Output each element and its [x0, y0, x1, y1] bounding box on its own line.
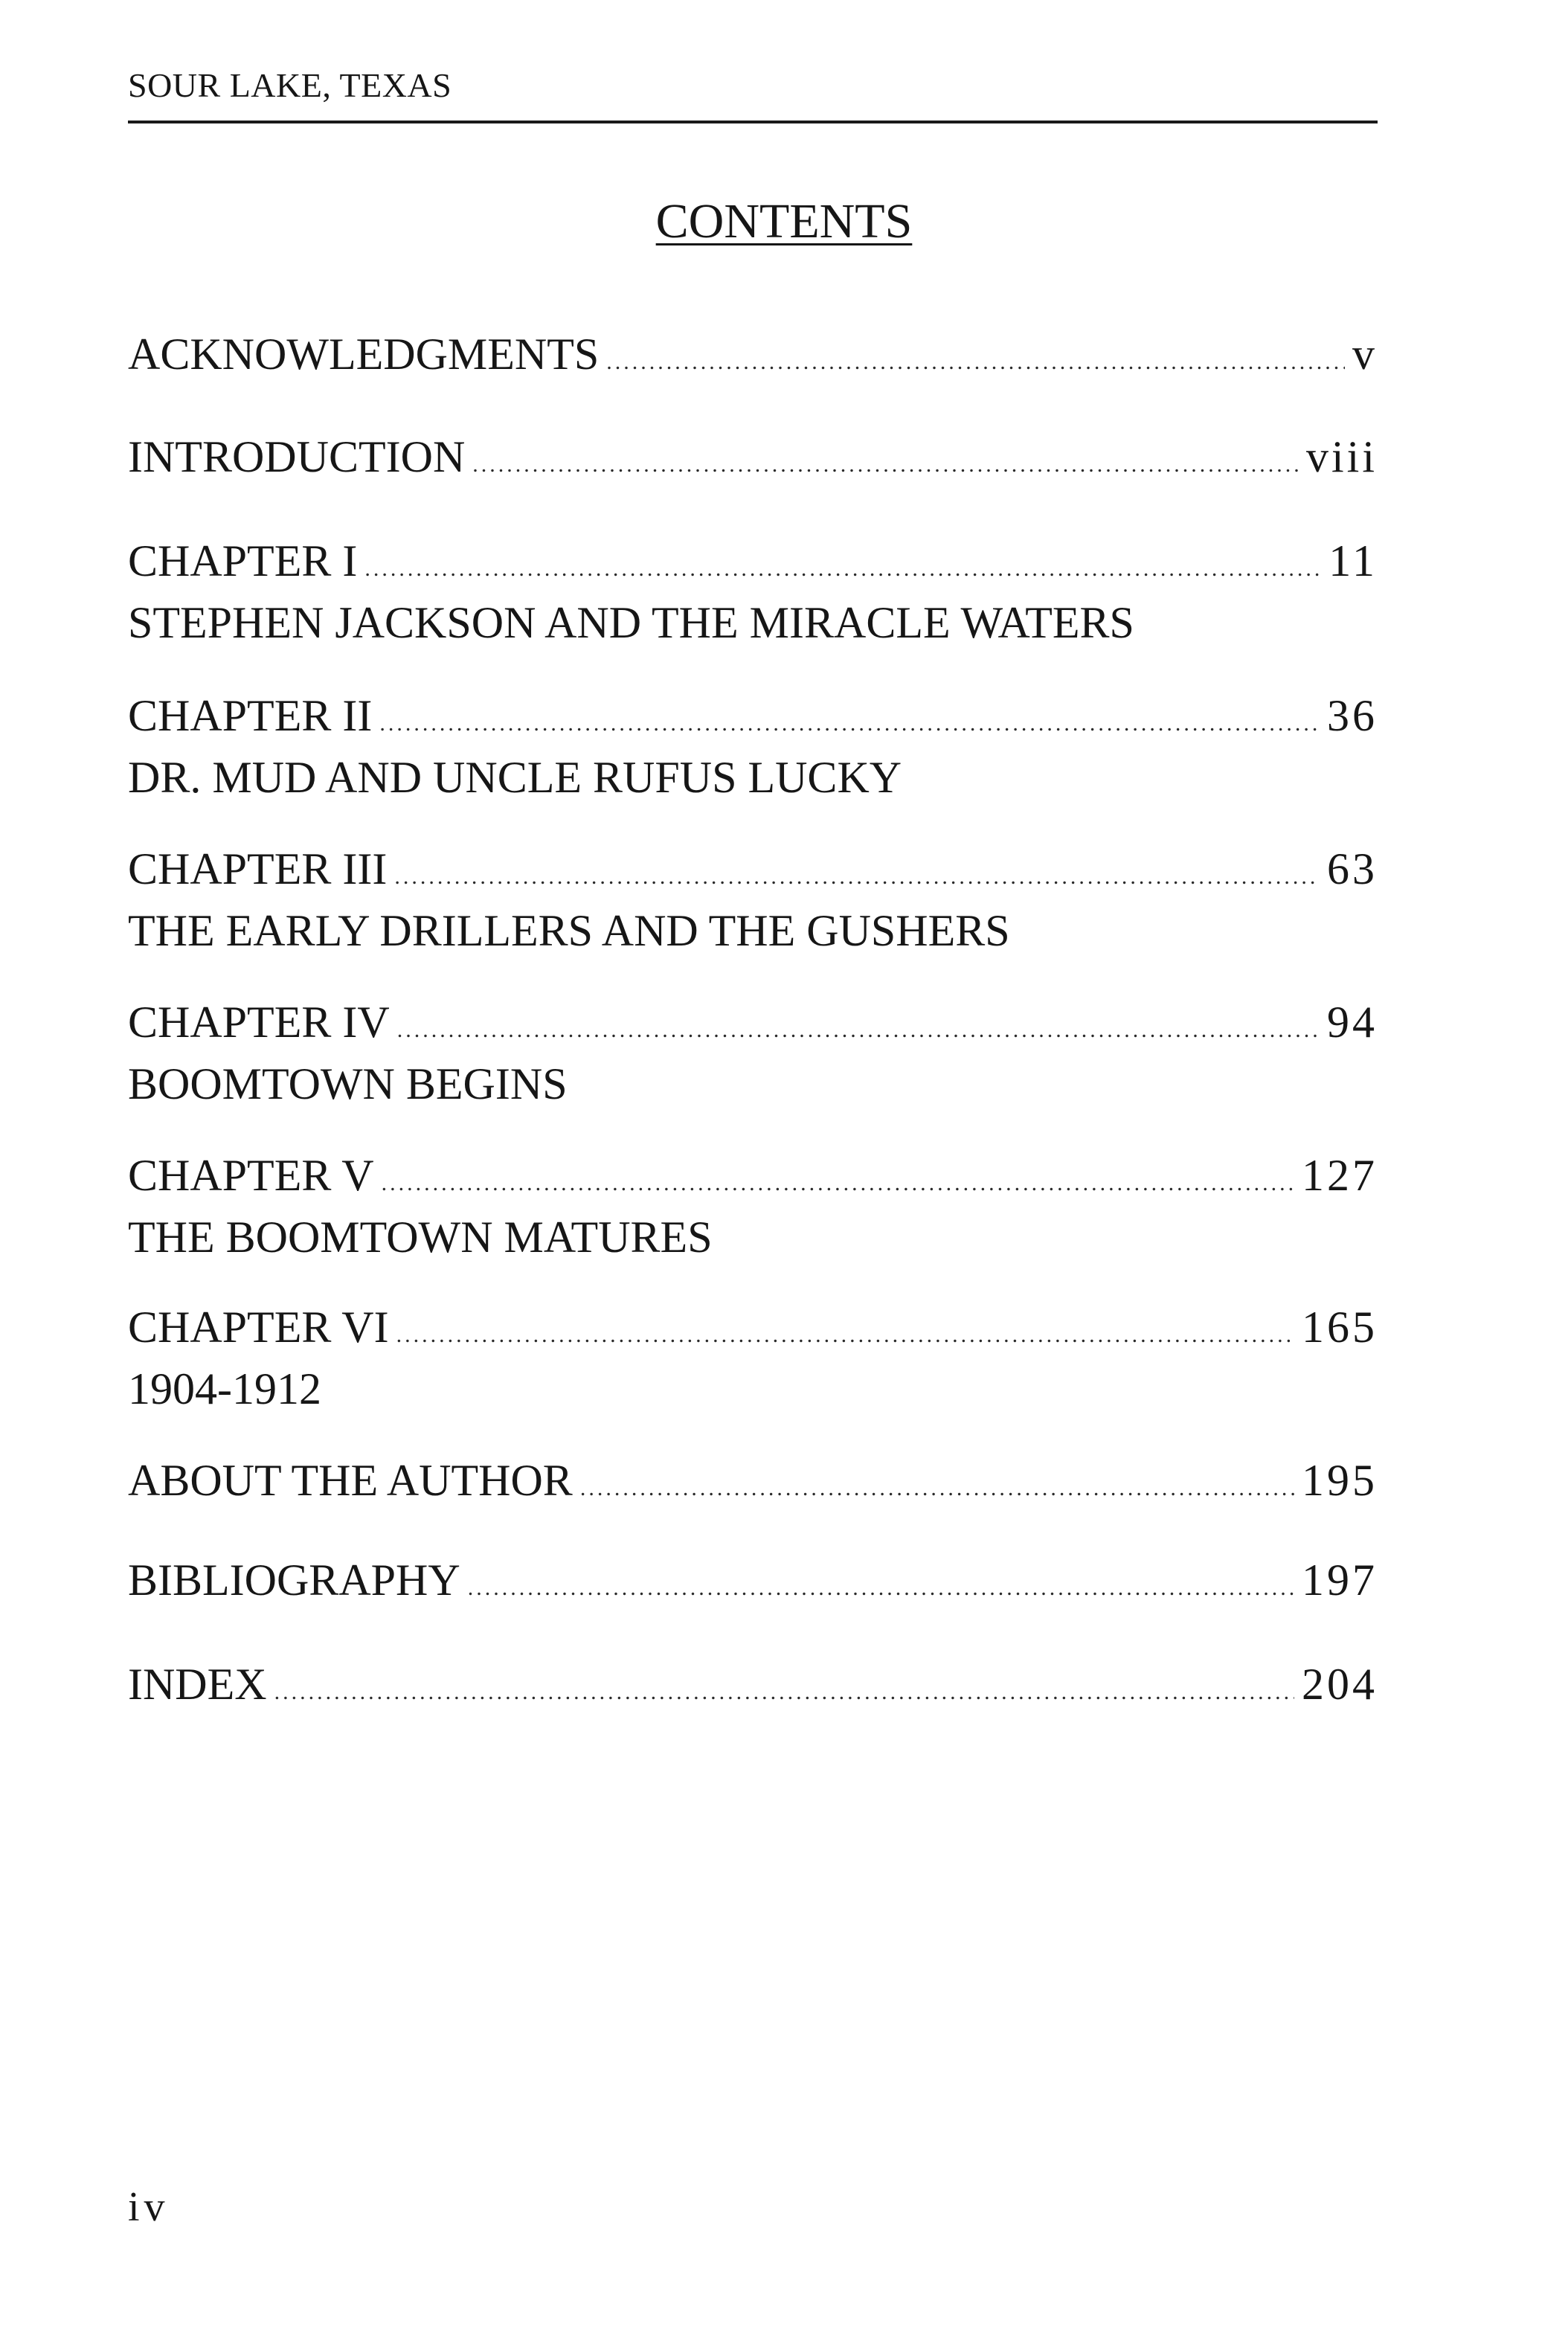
toc-entry-chapter-2[interactable]	[128, 689, 1378, 804]
toc-entry-page: 195	[1302, 1456, 1378, 1505]
toc-entry-page: v	[1352, 330, 1378, 379]
toc-entry-page: viii	[1305, 432, 1378, 481]
dot-leader	[472, 438, 1299, 492]
header-rule	[128, 121, 1378, 123]
toc-entry-line	[128, 1149, 1378, 1210]
toc-entry-page: 165	[1302, 1303, 1378, 1352]
running-head: SOUR LAKE, TEXAS	[128, 66, 452, 104]
toc-entry-page: 127	[1302, 1151, 1378, 1200]
toc-entry-line	[128, 1553, 1378, 1615]
toc-entry-label: INDEX	[128, 1660, 267, 1709]
toc-entry-line	[128, 842, 1378, 904]
toc-entry-subtitle: STEPHEN JACKSON AND THE MIRACLE WATERS	[128, 598, 1134, 647]
toc-entry-line	[128, 1300, 1378, 1362]
toc-entry-line	[128, 1454, 1378, 1515]
toc-entry-label: CHAPTER III	[128, 844, 388, 893]
dot-leader	[606, 335, 1345, 389]
toc-entry-label: CHAPTER V	[128, 1151, 374, 1200]
toc-entry-acknowledgments[interactable]	[128, 327, 1378, 389]
toc-entry-chapter-5[interactable]	[128, 1149, 1378, 1264]
dot-leader	[580, 1462, 1294, 1515]
toc-entry-line	[128, 534, 1378, 596]
toc-entry-page: 36	[1327, 691, 1378, 740]
toc-entry-line	[128, 689, 1378, 751]
dot-leader	[397, 1004, 1320, 1057]
toc-entry-introduction[interactable]	[128, 430, 1378, 492]
toc-entry-bibliography[interactable]	[128, 1553, 1378, 1615]
dot-leader	[396, 1309, 1294, 1362]
toc-entry-page: 197	[1302, 1555, 1378, 1605]
toc-entry-chapter-1[interactable]	[128, 534, 1378, 649]
toc-entry-subtitle: 1904-1912	[128, 1364, 321, 1413]
toc-entry-label: CHAPTER VI	[128, 1303, 389, 1352]
dot-leader	[394, 850, 1320, 904]
dot-leader	[468, 1561, 1294, 1615]
toc-entry-label: BIBLIOGRAPHY	[128, 1555, 460, 1605]
toc-entry-label: CHAPTER II	[128, 691, 373, 740]
toc-entry-subtitle: THE EARLY DRILLERS AND THE GUSHERS	[128, 906, 1010, 955]
toc-entry-chapter-4[interactable]	[128, 995, 1378, 1111]
toc-entry-label: ABOUT THE AUTHOR	[128, 1456, 573, 1505]
dot-leader	[274, 1666, 1294, 1719]
toc-entry-label: ACKNOWLEDGMENTS	[128, 330, 600, 379]
toc-entry-line	[128, 1657, 1378, 1719]
toc-entry-page: 11	[1328, 536, 1378, 585]
toc-entry-line	[128, 430, 1378, 492]
toc-entry-subtitle: DR. MUD AND UNCLE RUFUS LUCKY	[128, 753, 902, 802]
toc-entry-subtitle: BOOMTOWN BEGINS	[128, 1059, 568, 1108]
toc-entry-label: INTRODUCTION	[128, 432, 466, 481]
toc-entry-chapter-6[interactable]	[128, 1300, 1378, 1416]
toc-entry-line	[128, 995, 1378, 1057]
toc-entry-page: 63	[1327, 844, 1378, 893]
toc-entry-line	[128, 327, 1378, 389]
toc-entry-subtitle: THE BOOMTOWN MATURES	[128, 1213, 713, 1262]
toc-entry-label: CHAPTER I	[128, 536, 358, 585]
toc-entry-about-the-author[interactable]	[128, 1454, 1378, 1515]
dot-leader	[382, 1157, 1294, 1210]
dot-leader	[379, 697, 1320, 751]
toc-entry-chapter-3[interactable]	[128, 842, 1378, 957]
contents-title-text: CONTENTS	[655, 194, 913, 248]
contents-title	[0, 193, 1568, 250]
toc-entry-page: 204	[1302, 1660, 1378, 1709]
toc-entry-page: 94	[1327, 998, 1378, 1047]
dot-leader	[364, 542, 1321, 596]
toc-entry-label: CHAPTER IV	[128, 998, 390, 1047]
page-number: iv	[128, 2184, 170, 2230]
toc-entry-index[interactable]	[128, 1657, 1378, 1719]
